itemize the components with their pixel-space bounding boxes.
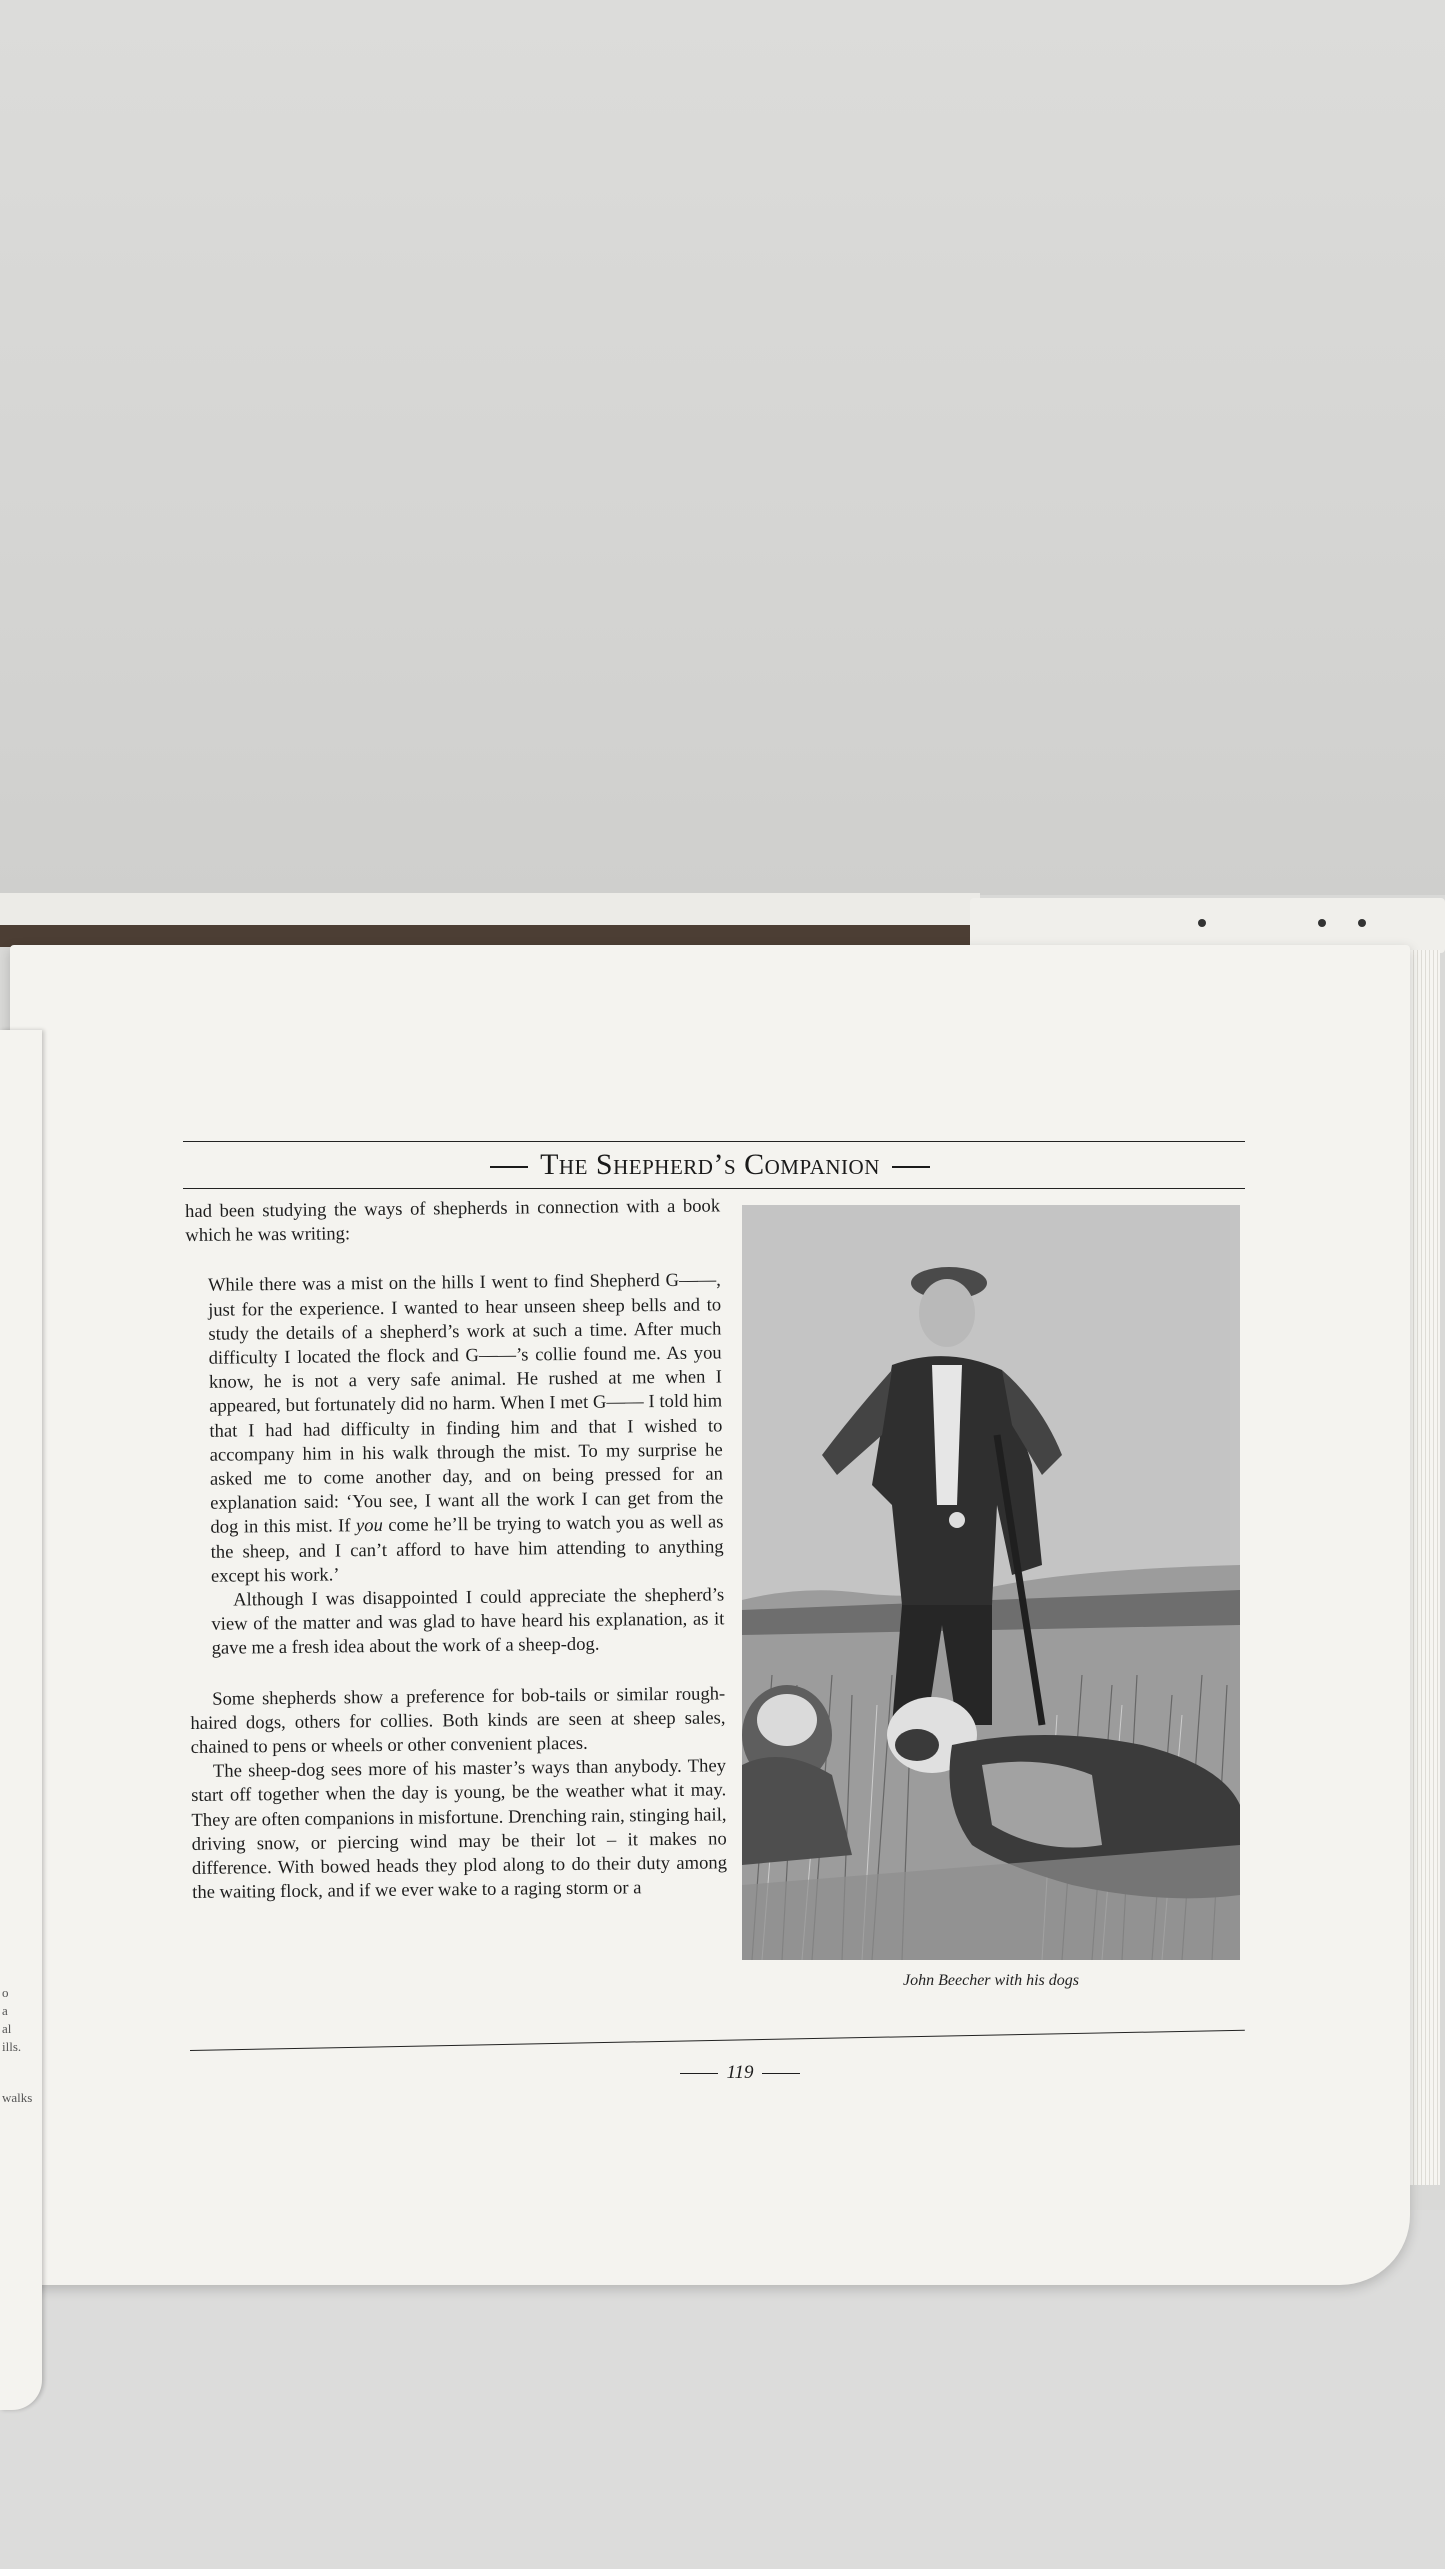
- page-number: [620, 2062, 860, 2084]
- wall-background: [0, 0, 1445, 895]
- head-dash-left: [490, 1166, 528, 1168]
- quote-paragraph-1: [186, 1269, 724, 1589]
- head-dash-right: [892, 1166, 930, 1168]
- left-page-edge: [0, 1030, 42, 2410]
- body-paragraph-1: Some shepherds show a preference for bob-tails or similar rough-haired dogs, others for collies. Both kinds are seen at sheep sales, chained to pens or wheels or other convenient places.: [190, 1683, 726, 1759]
- running-head-text: The Shepherd’s Companion: [540, 1148, 880, 1181]
- left-page-fragment: al: [2, 2021, 12, 2036]
- left-page-fragment: ills.: [2, 2039, 22, 2054]
- body-paragraph-2: The sheep-dog sees more of his master’s ways than anybody. They start off together when the day is young, be the weather what it may. They are often companions in misfortune. Drenching rain, stinging hail, driving snow, or piercing wind may be their lot – it makes no difference. With bowed heads they plod along to do their duty among the waiting flock, and if we ever wake to a raging storm or a: [191, 1755, 728, 1904]
- quote-1-end: come he’ll be trying to watch you as well as the sheep, and I can’t afford to have him attending to anything except his work.’: [210, 1511, 724, 1587]
- quote-1-italic: you: [355, 1515, 383, 1537]
- tab-dot: [1318, 919, 1326, 927]
- photo-caption: John Beecher with his dogs: [903, 1972, 1079, 1989]
- quote-1-text: While there was a mist on the hills I went to find Shepherd G——, just for the experience. I wanted to hear unseen sheep bells and to study the details of a shepherd’s work at such a time. After much difficulty I located the flock and G——’s collie found me. As you know, he is not a very safe animal. He rushed at me when I appeared, but fortunately did no harm. When I met G—— I told him that I had had difficulty in finding him and that I wished to accompany him in his walk through the mist. To my surprise he asked me to come another day, and on being pressed for an explanation said: ‘You see, I want all the work I can get from the dog in this mist. If: [207, 1269, 724, 1539]
- folio-dash-right: [762, 2073, 800, 2075]
- folio-dash-left: [680, 2073, 718, 2075]
- intro-paragraph: had been studying the ways of shepherds in connection with a book which he was writing:: [185, 1195, 721, 1247]
- head-rule-top: [183, 1141, 1245, 1142]
- head-rule-bottom: [183, 1188, 1245, 1189]
- left-page-fragment: a: [2, 2003, 8, 2018]
- left-page-fragment: o: [2, 1985, 9, 2000]
- shepherd-photo: [742, 1205, 1240, 1960]
- photo-drawing: [742, 1205, 1240, 1960]
- tab-dot: [1198, 919, 1206, 927]
- page-number-text: 119: [726, 2062, 754, 2083]
- left-page-fragment: walks: [2, 2090, 33, 2105]
- tab-dot: [1358, 919, 1366, 927]
- running-head: [180, 1148, 1240, 1182]
- quote-paragraph-2: Although I was disappointed I could appreciate the shepherd’s view of the matter and was glad to have heard his explanation, as it gave me a fresh idea about the work of a sheep-dog.: [211, 1584, 725, 1660]
- book-cover-edge: [0, 925, 970, 947]
- body-text-column: [185, 1194, 727, 1905]
